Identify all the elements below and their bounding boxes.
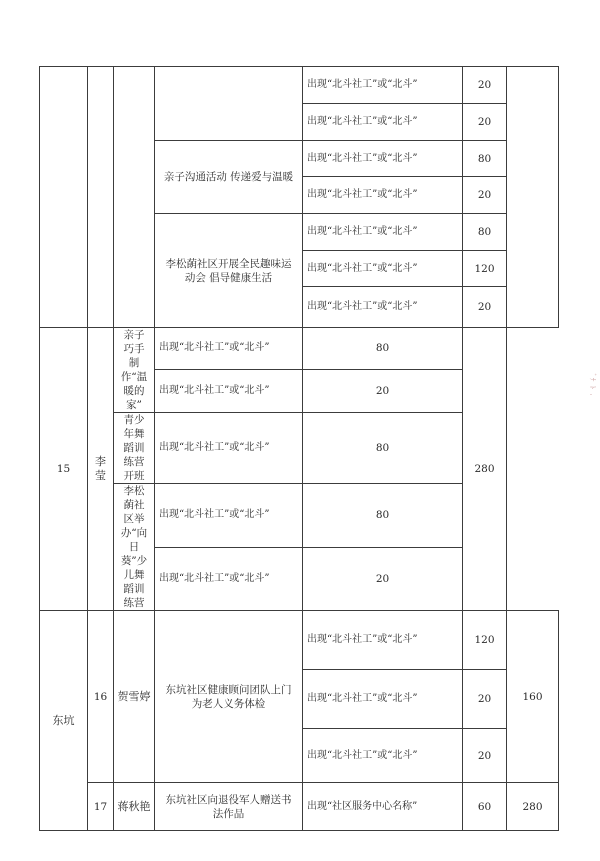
table-row: [40, 611, 559, 670]
name-cell: 李莹: [88, 328, 114, 611]
requirement-cell: 出现“北斗社工”或“北斗”: [303, 251, 463, 287]
score-cell: 80: [303, 484, 463, 548]
score-cell: 20: [463, 67, 507, 104]
score-cell: 20: [463, 104, 507, 141]
activity-cell: 亲子巧手制作“温暖的家”: [114, 328, 155, 413]
activity-cell: [155, 67, 303, 141]
total-cell: [507, 67, 559, 328]
activity-cell: 东坑社区健康顾问团队上门为老人义务体检: [155, 611, 303, 783]
table-row: [40, 328, 559, 370]
requirement-cell: 出现“北斗社工”或“北斗”: [303, 67, 463, 104]
table-row: [40, 67, 559, 104]
margin-mark: ﾞﾅ ﾄ .: [588, 373, 597, 397]
name-cell: 蒋秋艳: [114, 783, 155, 831]
community-cell: 东坑: [40, 611, 88, 831]
requirement-cell: 出现“北斗社工”或“北斗”: [155, 369, 303, 412]
activity-cell: 李松蓢社区举办“向日葵”少儿舞蹈训练营: [114, 484, 155, 611]
score-cell: 80: [303, 413, 463, 484]
score-cell: 120: [463, 611, 507, 670]
activity-cell: 青少年舞蹈训练营开班: [114, 413, 155, 484]
activity-cell: 李松蓢社区开展全民趣味运动会 倡导健康生活: [155, 214, 303, 328]
score-cell: 20: [463, 287, 507, 328]
requirement-cell: 出现“北斗社工”或“北斗”: [155, 484, 303, 548]
total-cell: 280: [463, 328, 507, 611]
name-cell: 贺雪婷: [114, 611, 155, 783]
requirement-cell: 出现“北斗社工”或“北斗”: [155, 413, 303, 484]
requirement-cell: 出现“北斗社工”或“北斗”: [303, 214, 463, 251]
score-table: [39, 66, 559, 831]
activity-cell: 亲子沟通活动 传递爱与温暖: [155, 141, 303, 214]
index-cell: [88, 67, 114, 328]
requirement-cell: 出现“北斗社工”或“北斗”: [155, 328, 303, 370]
requirement-cell: 出现“北斗社工”或“北斗”: [303, 287, 463, 328]
name-cell: [114, 67, 155, 328]
requirement-cell: 出现“北斗社工”或“北斗”: [155, 547, 303, 611]
requirement-cell: 出现“北斗社工”或“北斗”: [303, 670, 463, 729]
requirement-cell: 出现“北斗社工”或“北斗”: [303, 104, 463, 141]
score-cell: 20: [463, 729, 507, 783]
requirement-cell: 出现“社区服务中心名称”: [303, 783, 463, 831]
score-cell: 20: [463, 670, 507, 729]
total-cell: 280: [507, 783, 559, 831]
activity-cell: 东坑社区向退役军人赠送书法作品: [155, 783, 303, 831]
score-cell: 20: [303, 369, 463, 412]
requirement-cell: 出现“北斗社工”或“北斗”: [303, 141, 463, 177]
score-cell: 20: [463, 177, 507, 214]
requirement-cell: 出现“北斗社工”或“北斗”: [303, 729, 463, 783]
score-cell: 60: [463, 783, 507, 831]
requirement-cell: 出现“北斗社工”或“北斗”: [303, 177, 463, 214]
score-cell: 80: [303, 328, 463, 370]
index-cell: 15: [40, 328, 88, 611]
index-cell: 17: [88, 783, 114, 831]
score-cell: 120: [463, 251, 507, 287]
requirement-cell: 出现“北斗社工”或“北斗”: [303, 611, 463, 670]
community-cell: [40, 67, 88, 328]
score-cell: 80: [463, 141, 507, 177]
total-cell: 160: [507, 611, 559, 783]
score-cell: 80: [463, 214, 507, 251]
table-row: [40, 783, 559, 831]
index-cell: 16: [88, 611, 114, 783]
score-cell: 20: [303, 547, 463, 611]
